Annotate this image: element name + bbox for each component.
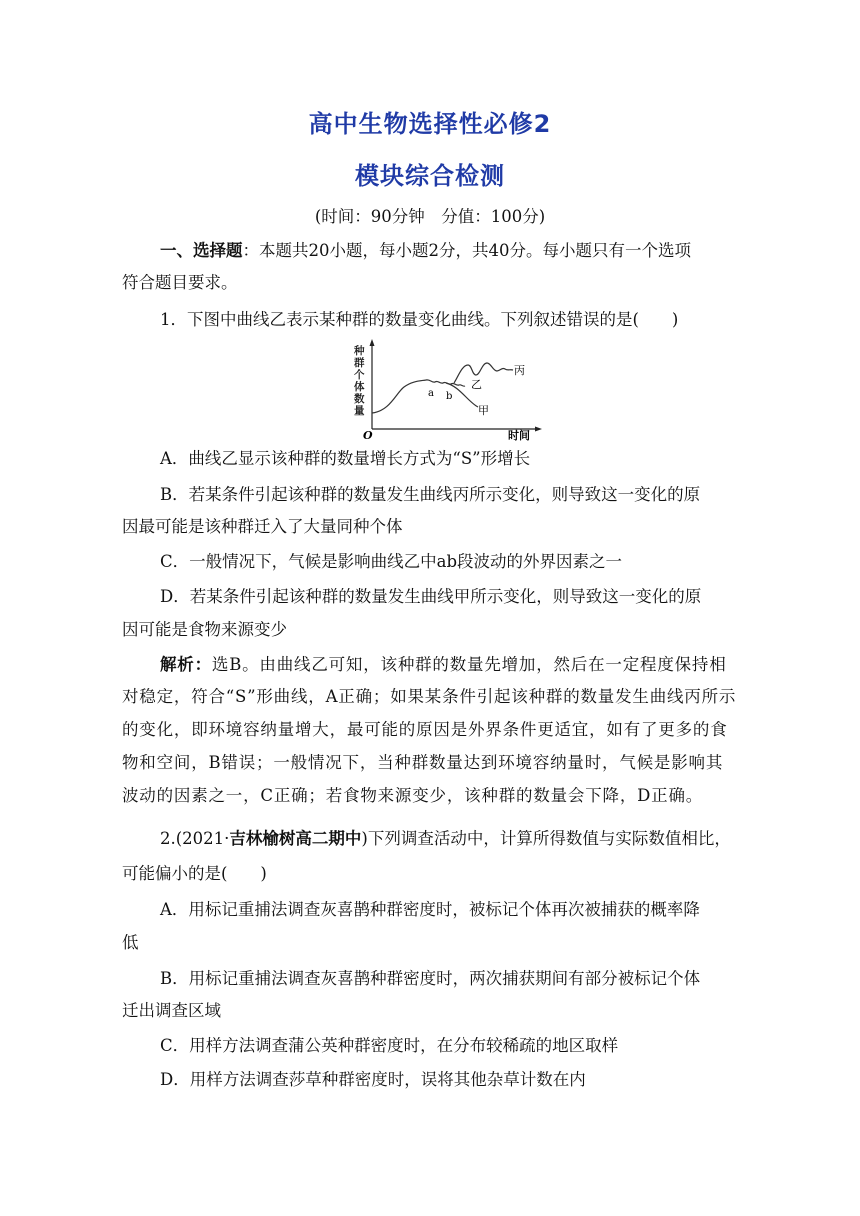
q1-option-c: C．一般情况下，气候是影响曲线乙中ab段波动的外界因素之一 [160, 552, 623, 571]
q2-option-a: A．用标记重捕法调查灰喜鹊种群密度时，被标记个体再次被捕获的概率降 [160, 900, 700, 919]
point-a-label: a [428, 388, 434, 399]
section-text-cont: 符合题目要求。 [122, 273, 238, 292]
analysis-label: 解析： [160, 655, 212, 674]
analysis-text: 选B。由曲线乙可知，该种群的数量先增加，然后在一定程度保持相 [211, 655, 727, 674]
origin-label: O [363, 429, 373, 442]
section-label: 一、选择题 [160, 241, 243, 260]
q2-stem-cont: 可能偏小的是( ) [122, 864, 267, 883]
document-title: 高中生物选择性必修2 [308, 110, 552, 138]
q1-analysis-line: 对稳定，符合“S”形曲线，A正确；如果某条件引起该种群的数量发生曲线丙所示 [122, 687, 737, 706]
y-axis-label [353, 344, 365, 417]
section-text: ：本题共20小题，每小题2分，共40分。每小题只有一个选项 [242, 241, 691, 260]
q1-analysis [160, 654, 727, 676]
q1-analysis-line: 物和空间，B错误；一般情况下，当种群数量达到环境容纳量时，气候是影响其 [122, 753, 724, 772]
y-label-char: 个 [354, 369, 365, 381]
q2-source: 吉林榆树高二期中 [229, 829, 362, 848]
curve-yi-label: 乙 [471, 378, 482, 391]
q1-option-b: B．若某条件引起该种群的数量发生曲线丙所示变化，则导致这一变化的原 [160, 485, 701, 504]
q1-analysis-line: 的变化，即环境容纳量增大，最可能的原因是外界条件更适宜，如有了更多的食 [122, 720, 728, 739]
y-label-char: 群 [354, 357, 365, 369]
x-axis-arrow [535, 427, 542, 432]
curve-bing-label: 丙 [514, 364, 525, 377]
q1-option-a: A．曲线乙显示该种群的数量增长方式为“S”形增长 [160, 449, 531, 468]
q2-number: 2.(2021· [160, 829, 230, 848]
point-b-label: b [446, 391, 453, 402]
q1-analysis-line: 波动的因素之一，C正确；若食物来源变少，该种群的数量会下降，D正确。 [122, 786, 704, 805]
q1-option-d: D．若某条件引起该种群的数量发生曲线甲所示变化，则导致这一变化的原 [160, 587, 702, 606]
q1-stem: 1．下图中曲线乙表示某种群的数量变化曲线。下列叙述错误的是( ) [160, 310, 679, 329]
population-curve-figure [350, 335, 550, 445]
document-subtitle: 模块综合检测 [355, 162, 505, 190]
y-label-char: 种 [354, 345, 365, 357]
section-heading [160, 240, 691, 262]
y-axis-arrow [370, 339, 375, 346]
q2-option-c: C．用样方法调查蒲公英种群密度时，在分布较稀疏的地区取样 [160, 1036, 619, 1055]
exam-meta: (时间：90分钟 分值：100分) [314, 207, 546, 226]
curve-jia-label: 甲 [478, 404, 489, 417]
q2-stem [160, 828, 731, 850]
q2-option-d: D．用样方法调查莎草种群密度时，误将其他杂草计数在内 [160, 1070, 586, 1089]
q2-stem-text: )下列调查活动中，计算所得数值与实际数值相比， [361, 829, 731, 848]
q2-option-a-cont: 低 [122, 933, 139, 952]
y-label-char: 体 [354, 381, 365, 393]
x-axis-label: 时间 [508, 429, 530, 442]
y-label-char: 量 [354, 405, 365, 417]
q2-option-b-cont: 迁出调查区域 [122, 1001, 221, 1020]
q1-option-b-cont: 因最可能是该种群迁入了大量同种个体 [122, 517, 403, 536]
q2-option-b: B．用标记重捕法调查灰喜鹊种群密度时，两次捕获期间有部分被标记个体 [160, 969, 701, 988]
y-label-char: 数 [354, 393, 365, 405]
curve-bing [454, 363, 513, 383]
q1-option-d-cont: 因可能是食物来源变少 [122, 620, 287, 639]
